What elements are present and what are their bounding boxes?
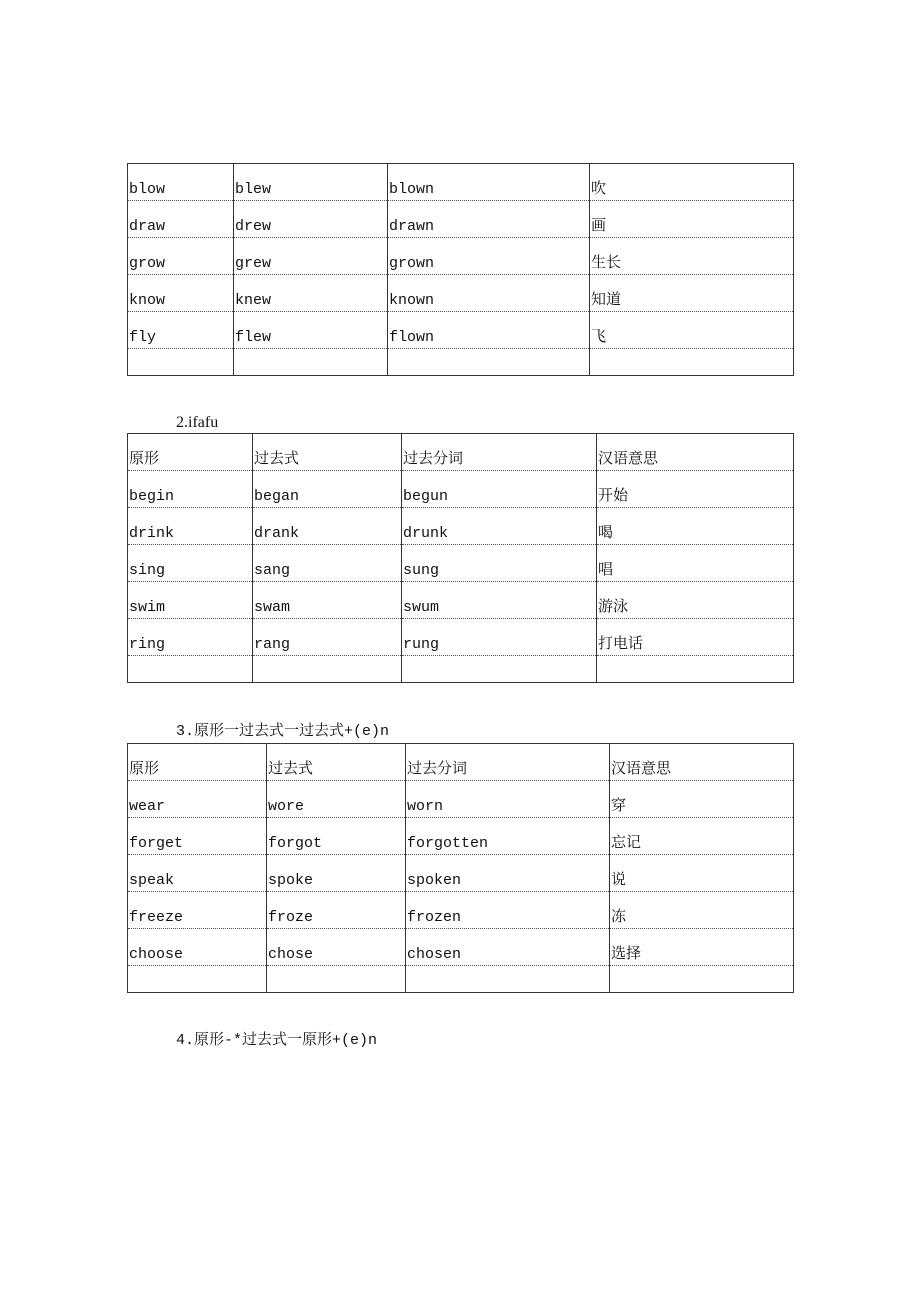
table-cell-participle: spoken	[406, 855, 610, 892]
table-cell-meaning: 说	[610, 855, 794, 892]
table-cell-meaning: 飞	[590, 312, 794, 349]
table-cell-participle: drunk	[402, 508, 597, 545]
table-cell-base: wear	[128, 781, 267, 818]
table-cell-base: sing	[128, 545, 253, 582]
table-cell-past: rang	[253, 619, 402, 656]
table-cell-past: blew	[234, 164, 388, 201]
table-cell-base: draw	[128, 201, 234, 238]
table-cell-participle: grown	[388, 238, 590, 275]
table-cell-meaning	[610, 966, 794, 993]
table-row	[128, 582, 794, 619]
table-row	[128, 238, 794, 275]
table-cell-base: freeze	[128, 892, 267, 929]
table-cell-participle	[402, 656, 597, 683]
table-cell-participle	[388, 349, 590, 376]
table-row-empty	[128, 966, 794, 993]
table-cell-meaning: 游泳	[597, 582, 794, 619]
table-header-row	[128, 744, 794, 781]
table-row	[128, 855, 794, 892]
table-row	[128, 471, 794, 508]
table-cell-participle: frozen	[406, 892, 610, 929]
table-cell-base: choose	[128, 929, 267, 966]
table-row	[128, 201, 794, 238]
table-row	[128, 892, 794, 929]
table-cell-meaning: 忘记	[610, 818, 794, 855]
verb-table-1	[127, 163, 794, 376]
table-cell-meaning	[590, 349, 794, 376]
table-cell-meaning	[597, 656, 794, 683]
header-participle: 过去分词	[406, 744, 610, 781]
table-cell-base: swim	[128, 582, 253, 619]
table-cell-participle: blown	[388, 164, 590, 201]
table-row	[128, 508, 794, 545]
table-cell-meaning: 画	[590, 201, 794, 238]
table-cell-past: drew	[234, 201, 388, 238]
section-4-heading: 4.原形-*过去式一原形+(e)n	[176, 1032, 378, 1049]
table-row	[128, 929, 794, 966]
section-2-heading: 2.ifafu	[176, 414, 219, 431]
table-cell-base: drink	[128, 508, 253, 545]
table-cell-past	[253, 656, 402, 683]
table-cell-base: grow	[128, 238, 234, 275]
table-row	[128, 619, 794, 656]
table-cell-past: grew	[234, 238, 388, 275]
table-cell-past: knew	[234, 275, 388, 312]
table-cell-base	[128, 349, 234, 376]
section-3-heading: 3.原形一过去式一过去式+(e)n	[176, 723, 390, 740]
table-row	[128, 545, 794, 582]
table-row	[128, 781, 794, 818]
header-meaning: 汉语意思	[610, 744, 794, 781]
table-cell-base: forget	[128, 818, 267, 855]
table-row	[128, 818, 794, 855]
table-row	[128, 312, 794, 349]
table-cell-base: speak	[128, 855, 267, 892]
header-participle: 过去分词	[402, 434, 597, 471]
table-cell-meaning: 穿	[610, 781, 794, 818]
table-cell-base: know	[128, 275, 234, 312]
table-cell-past: forgot	[267, 818, 406, 855]
table-cell-participle: swum	[402, 582, 597, 619]
table-row-empty	[128, 656, 794, 683]
table-cell-participle	[406, 966, 610, 993]
table-cell-base	[128, 656, 253, 683]
header-base: 原形	[128, 744, 267, 781]
header-past: 过去式	[253, 434, 402, 471]
table-cell-past: flew	[234, 312, 388, 349]
table-cell-participle: chosen	[406, 929, 610, 966]
table-cell-past: spoke	[267, 855, 406, 892]
header-base: 原形	[128, 434, 253, 471]
table-cell-base: begin	[128, 471, 253, 508]
table-cell-meaning: 唱	[597, 545, 794, 582]
table-cell-past	[267, 966, 406, 993]
table-cell-past	[234, 349, 388, 376]
table-cell-participle: known	[388, 275, 590, 312]
verb-table-3	[127, 743, 794, 993]
table-cell-base: ring	[128, 619, 253, 656]
table-row	[128, 164, 794, 201]
table-cell-past: wore	[267, 781, 406, 818]
table-cell-participle: drawn	[388, 201, 590, 238]
table-cell-participle: sung	[402, 545, 597, 582]
header-meaning: 汉语意思	[597, 434, 794, 471]
table-cell-base: fly	[128, 312, 234, 349]
table-cell-participle: flown	[388, 312, 590, 349]
table-cell-meaning: 打电话	[597, 619, 794, 656]
table-cell-past: sang	[253, 545, 402, 582]
table-cell-participle: forgotten	[406, 818, 610, 855]
table-cell-meaning: 吹	[590, 164, 794, 201]
table-cell-past: swam	[253, 582, 402, 619]
table-cell-meaning: 冻	[610, 892, 794, 929]
table-row	[128, 275, 794, 312]
table-row-empty	[128, 349, 794, 376]
table-cell-base	[128, 966, 267, 993]
table-cell-meaning: 选择	[610, 929, 794, 966]
table-cell-past: froze	[267, 892, 406, 929]
table-cell-past: began	[253, 471, 402, 508]
table-cell-meaning: 喝	[597, 508, 794, 545]
table-cell-participle: worn	[406, 781, 610, 818]
table-cell-past: drank	[253, 508, 402, 545]
table-cell-past: chose	[267, 929, 406, 966]
table-cell-participle: rung	[402, 619, 597, 656]
header-past: 过去式	[267, 744, 406, 781]
table-cell-participle: begun	[402, 471, 597, 508]
table-cell-meaning: 开始	[597, 471, 794, 508]
table-header-row	[128, 434, 794, 471]
verb-table-2	[127, 433, 794, 683]
table-cell-meaning: 知道	[590, 275, 794, 312]
table-cell-base: blow	[128, 164, 234, 201]
table-cell-meaning: 生长	[590, 238, 794, 275]
